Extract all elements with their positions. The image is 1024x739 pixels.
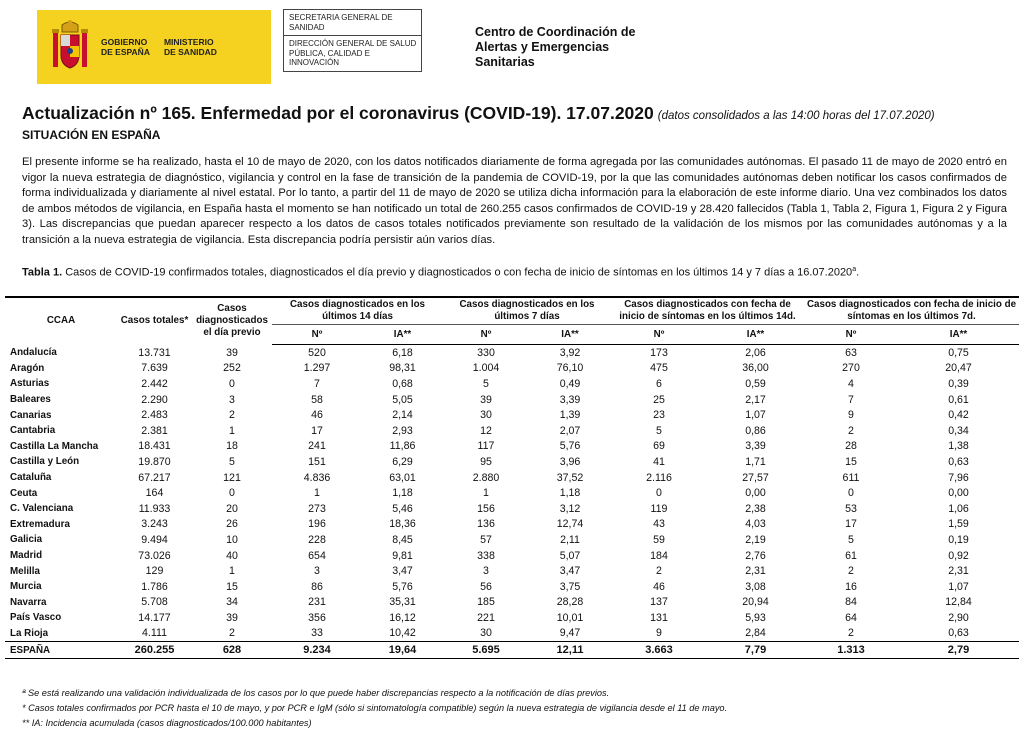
table-cell: 0,63 (948, 627, 969, 640)
table-cell: 2,11 (560, 533, 580, 546)
table-cell: 173 (650, 346, 668, 359)
table-cell: 30 (480, 409, 492, 422)
header-ia: IA** (707, 325, 804, 345)
table-row (5, 439, 1019, 455)
table-cell: 7,96 (948, 471, 969, 484)
header-ia: IA** (362, 325, 443, 345)
table-cell: 7 (314, 377, 320, 390)
table-cell-ccaa: Cantabria (10, 425, 56, 437)
table-cell: 5 (848, 533, 854, 546)
covid-cases-table (5, 296, 1019, 659)
table-cell: 5,46 (392, 502, 413, 515)
table-cell: 2 (229, 409, 235, 422)
table-cell: 2,38 (745, 502, 766, 515)
table-cell: 7 (848, 393, 854, 406)
table-cell: 119 (650, 502, 668, 515)
table-cell: 3,75 (559, 580, 581, 593)
table-cell: 1,71 (745, 455, 766, 468)
table-cell: 7.639 (141, 362, 168, 375)
table-cell: 0,19 (948, 533, 969, 546)
table-cell: 3,08 (745, 580, 766, 593)
table-cell: 59 (653, 533, 665, 546)
table-cell: 136 (477, 518, 495, 531)
table-cell: 2 (848, 424, 854, 437)
table-cell: 19,64 (362, 642, 443, 659)
table-cell: 37,52 (556, 471, 584, 484)
header-n: Nº (804, 325, 898, 345)
table-row (5, 595, 1019, 611)
table-cell: 0,68 (392, 377, 413, 390)
table-cell: 520 (308, 346, 326, 359)
table-cell: 2,79 (898, 642, 1019, 659)
table-cell-ccaa: Murcia (10, 581, 42, 593)
table-cell: 28,28 (556, 596, 584, 609)
table-cell: 2,90 (948, 611, 969, 624)
table-cell: 2,19 (745, 533, 766, 546)
table-caption: Tabla 1. Casos de COVID-19 confirmados totales, diagnosticados el día previo y diagnosticados o con fecha de inicio de síntomas en los últimos 14 y 7 días a 16.07.2020$^a$. (22, 266, 860, 279)
coat-of-arms-icon (47, 19, 93, 75)
table-cell: 11.933 (138, 502, 171, 515)
table-cell: 3,47 (559, 565, 581, 578)
note-incidencia: ** IA: Incidencia acumulada (casos diagnosticados/100.000 habitantes) (22, 718, 312, 728)
table-cell: 121 (223, 471, 241, 484)
table-cell: 2,76 (745, 549, 766, 562)
table-cell-ccaa: Baleares (10, 394, 51, 406)
header-group-diag7: Casos diagnosticados en los últimos 7 días (443, 297, 611, 325)
table-row (5, 579, 1019, 595)
table-row (5, 517, 1019, 533)
table-cell: 9,47 (559, 627, 581, 640)
table-cell: 3 (483, 565, 489, 578)
table-cell: 18 (226, 440, 238, 453)
table-cell-ccaa: Galicia (10, 534, 43, 546)
table-cell: 5 (229, 455, 235, 468)
table-cell: 231 (308, 596, 326, 609)
table-cell: 0 (848, 487, 854, 500)
table-cell: 3 (229, 393, 235, 406)
table-cell: 1,38 (948, 440, 969, 453)
table-cell: 2,17 (745, 393, 766, 406)
table-cell: 46 (311, 409, 323, 422)
table-cell: 2.442 (141, 377, 168, 390)
table-cell: 3,47 (392, 565, 413, 578)
organization-box (283, 9, 422, 72)
report-header (0, 0, 1024, 92)
table-cell: 23 (653, 409, 665, 422)
table-cell: 2.483 (141, 409, 168, 422)
table-cell: 1,07 (745, 409, 766, 422)
header-n: Nº (611, 325, 707, 345)
table-cell: 9 (656, 627, 662, 640)
table-cell-ccaa: Canarias (10, 409, 52, 421)
table-row (5, 548, 1019, 564)
direccion-label: DIRECCIÓN GENERAL DE SALUD PÚBLICA, CALIDAD E INNOVACIÓN (284, 35, 421, 71)
table-cell: 76,10 (556, 362, 584, 375)
table-cell: 53 (845, 502, 857, 515)
table-cell-ccaa: Navarra (10, 596, 47, 608)
table-row (5, 407, 1019, 423)
table-cell: 184 (650, 549, 668, 562)
table-cell: 2.290 (141, 393, 168, 406)
table-cell: 0,63 (948, 455, 969, 468)
table-cell: 2.116 (646, 471, 672, 484)
table-cell: 5.695 (443, 642, 529, 659)
table-cell: 3,12 (559, 502, 581, 515)
table-cell-ccaa: Madrid (10, 550, 43, 562)
table-cell: 5,76 (559, 440, 581, 453)
table-row (5, 345, 1019, 361)
table-notes (22, 686, 727, 731)
header-ccaa: CCAA (5, 297, 117, 345)
ministry-line-1: MINISTERIO (163, 37, 214, 47)
table-cell: 3,39 (559, 393, 581, 406)
table-cell: 2,07 (559, 424, 581, 437)
table-cell: 131 (650, 611, 668, 624)
table-cell: 156 (477, 502, 495, 515)
table-cell: 16,12 (389, 611, 416, 624)
table-cell: 8,45 (392, 533, 413, 546)
report-title-line (22, 103, 935, 124)
section-subtitle: SITUACIÓN EN ESPAÑA (22, 128, 161, 142)
table-cell: 16 (845, 580, 857, 593)
table-cell: 1.786 (141, 580, 168, 593)
ministry-line-2: DE SANIDAD (163, 47, 217, 57)
table-cell: 28 (845, 440, 857, 453)
table-cell: 228 (308, 533, 326, 546)
report-title: Actualización nº 165. Enfermedad por el coronavirus (COVID-19). 17.07.2020 (22, 103, 654, 123)
table-cell: 0,75 (948, 346, 969, 359)
table-cell: 34 (226, 596, 238, 609)
table-cell: 2,31 (745, 565, 766, 578)
table-cell: 46 (653, 580, 665, 593)
table-cell: 3,96 (559, 455, 581, 468)
table-cell: 0,34 (948, 424, 969, 437)
table-cell: 0,42 (948, 409, 969, 422)
table-cell: 270 (842, 362, 860, 375)
table-cell: 13.731 (138, 346, 171, 359)
table-row (5, 610, 1019, 626)
table-cell: 5,05 (392, 393, 413, 406)
table-cell: 137 (650, 596, 668, 609)
table-row (5, 563, 1019, 579)
government-line-2: DE ESPAÑA (101, 47, 150, 57)
header-group-diag14: Casos diagnosticados en los últimos 14 días (272, 297, 443, 325)
table-cell: 0,49 (559, 377, 581, 390)
table-cell: 330 (477, 346, 495, 359)
table-cell: 1 (229, 424, 235, 437)
table-cell-ccaa: Andalucía (10, 347, 57, 359)
table-cell: 57 (480, 533, 492, 546)
table-cell: 1,07 (948, 580, 969, 593)
table-cell: 17 (845, 518, 857, 531)
table-cell: 3,39 (745, 440, 766, 453)
table-cell: 185 (477, 596, 495, 609)
table-cell: 12,84 (945, 596, 972, 609)
table-cell: 252 (223, 362, 241, 375)
table-row (5, 470, 1019, 486)
table-cell-ccaa: ESPAÑA (5, 642, 117, 659)
table-cell: 4.111 (142, 627, 167, 640)
table-cell: 0,59 (745, 377, 766, 390)
table-cell: 7,79 (707, 642, 804, 659)
table-cell: 0 (229, 487, 235, 500)
table-cell: 9,81 (392, 549, 413, 562)
table-cell: 628 (192, 642, 272, 659)
table-cell: 3.243 (141, 518, 168, 531)
table-row (5, 392, 1019, 408)
table-cell: 2,14 (392, 409, 413, 422)
table-cell: 0 (656, 487, 662, 500)
table-cell: 98,31 (389, 362, 416, 375)
table-cell: 19.870 (138, 455, 171, 468)
table-cell: 3,92 (559, 346, 581, 359)
table-cell: 12 (480, 424, 492, 437)
table-cell: 35,31 (389, 596, 416, 609)
table-caption-text: Casos de COVID-19 confirmados totales, diagnosticados el día previo y diagnosticados o con fecha de inicio de síntomas en los últimos 14 y 7 días a 16.07.2020 (65, 266, 853, 279)
table-cell: 164 (145, 487, 164, 500)
table-cell: 3 (314, 565, 320, 578)
table-cell: 151 (308, 455, 326, 468)
table-cell: 1,59 (948, 518, 969, 531)
table-cell: 611 (842, 471, 860, 484)
header-n: Nº (272, 325, 362, 345)
table-cell: 18,36 (389, 518, 416, 531)
table-cell: 17 (311, 424, 323, 437)
table-cell: 73.026 (138, 549, 171, 562)
report-title-note: (datos consolidados a las 14:00 horas del 17.07.2020) (657, 110, 935, 122)
table-cell: 95 (480, 455, 492, 468)
table-cell: 3.663 (611, 642, 707, 659)
table-cell-ccaa: Ceuta (10, 487, 38, 499)
table-body (5, 345, 1019, 659)
table-cell: 15 (226, 580, 238, 593)
government-line-1: GOBIERNO (101, 37, 148, 47)
header-group-sint14: Casos diagnosticados con fecha de inicio de síntomas en los últimos 14d. (611, 297, 804, 325)
table-cell: 15 (845, 455, 857, 468)
table-cell: 1 (314, 487, 320, 500)
table-cell: 67.217 (138, 471, 171, 484)
table-cell: 273 (308, 502, 326, 515)
table-cell: 5,76 (392, 580, 413, 593)
table-cell: 1.004 (472, 362, 500, 375)
table-cell: 9.234 (272, 642, 362, 659)
table-cell: 69 (653, 440, 665, 453)
table-cell: 0,86 (745, 424, 766, 437)
header-group-sint7: Casos diagnosticados con fecha de inicio de síntomas en los últimos 7d. (804, 297, 1019, 325)
table-cell: 20 (226, 502, 238, 515)
table-cell: 0,00 (948, 487, 969, 500)
table-cell: 26 (226, 518, 238, 531)
table-cell: 14.177 (138, 611, 171, 624)
table-total-row (5, 642, 1019, 659)
table-cell: 6,29 (392, 455, 413, 468)
table-cell: 10,01 (556, 611, 584, 624)
table-cell: 356 (308, 611, 326, 624)
header-ia: IA** (529, 325, 611, 345)
table-cell-ccaa: Asturias (10, 378, 50, 390)
table-cell: 84 (845, 596, 857, 609)
table-row (5, 501, 1019, 517)
header-ia: IA** (898, 325, 1019, 345)
table-cell-ccaa: La Rioja (10, 627, 49, 639)
table-cell: 0,00 (745, 487, 766, 500)
table-cell: 1,39 (559, 409, 581, 422)
table-cell: 36,00 (742, 362, 769, 375)
table-cell: 4 (848, 377, 854, 390)
table-cell: 475 (650, 362, 668, 375)
table-cell: 56 (480, 580, 492, 593)
table-cell: 654 (308, 549, 326, 562)
table-cell: 1,06 (948, 502, 969, 515)
table-cell: 5,07 (559, 549, 581, 562)
table-cell: 1.313 (804, 642, 898, 659)
table-cell: 25 (653, 393, 665, 406)
table-cell-ccaa: Castilla La Mancha (10, 440, 99, 452)
table-row (5, 376, 1019, 392)
table-cell: 39 (480, 393, 492, 406)
table-cell: 0,39 (948, 377, 969, 390)
table-cell: 2 (848, 627, 854, 640)
table-cell: 4.836 (303, 471, 331, 484)
table-cell: 9.494 (141, 533, 168, 546)
header-n: Nº (443, 325, 529, 345)
table-cell: 20,94 (742, 596, 769, 609)
table-cell: 11,86 (389, 440, 416, 453)
table-cell: 2 (229, 627, 235, 640)
table-cell: 39 (226, 611, 238, 624)
table-cell: 9 (848, 409, 854, 422)
table-cell: 2.880 (472, 471, 500, 484)
table-cell-ccaa: C. Valenciana (10, 503, 74, 515)
table-cell: 2,06 (745, 346, 766, 359)
table-cell: 196 (308, 518, 326, 531)
table-cell: 5.708 (141, 596, 168, 609)
table-cell: 12,11 (529, 642, 611, 659)
government-logo (37, 10, 271, 84)
table-cell: 12,74 (556, 518, 584, 531)
table-cell: 0,61 (948, 393, 969, 406)
table-row (5, 626, 1019, 642)
table-cell-ccaa: Aragón (10, 362, 45, 374)
ministry-name (164, 37, 217, 57)
table-cell-ccaa: País Vasco (10, 612, 62, 624)
table-row (5, 454, 1019, 470)
table-cell: 2,84 (745, 627, 766, 640)
header-casos-totales: Casos totales* (117, 297, 192, 345)
table-cell: 30 (480, 627, 492, 640)
table-cell: 338 (477, 549, 495, 562)
table-cell: 63,01 (389, 471, 416, 484)
table-caption-sup: a (852, 266, 857, 273)
table-row (5, 361, 1019, 377)
table-cell: 241 (308, 440, 326, 453)
table-cell: 5 (656, 424, 662, 437)
table-cell-ccaa: Cataluña (10, 472, 52, 484)
table-cell-ccaa: Castilla y León (10, 456, 80, 468)
table-row (5, 532, 1019, 548)
table-cell: 1,18 (559, 487, 581, 500)
centro-coordinacion-label: Centro de Coordinación de Alertas y Emergencias Sanitarias (475, 25, 636, 69)
table-cell: 39 (226, 346, 238, 359)
table-cell: 0,92 (948, 549, 969, 562)
table-cell: 1 (229, 565, 235, 578)
table-cell-ccaa: Extremadura (10, 518, 70, 530)
table-cell: 1,18 (392, 487, 413, 500)
table-cell: 2,31 (948, 565, 969, 578)
table-cell: 260.255 (117, 642, 192, 659)
table-cell: 64 (845, 611, 857, 624)
table-cell: 2,93 (392, 424, 413, 437)
intro-paragraph: El presente informe se ha realizado, hasta el 10 de mayo de 2020, con los datos notificados diariamente de forma agregada por las comunidades autónomas. El pasado 11 de mayo de 2020 entró en vigor la nueva estrategia de diagnóstico, vigilancia y control en la fase de transición de la pandemia de COVID-19, por la que las comunidades autónomas deben notificar los casos confirmados de forma individualizada y diariamente al nivel estatal. Por lo tanto, a partir del 11 de mayo de 2020 se utiliza dicha información para la elaboración de este informe diario. Una vez combinados los datos de ambos métodos de vigilancia, en España hasta el momento se han notificado un total de 260.255 casos confirmados de COVID-19 y 28.420 fallecidos (Tabla 1, Tabla 2, Figura 1, Figura 2 y Figura 3). Las discrepancias que puedan aparecer respecto a los datos de casos totales notificados previamente son resultado de la validación de los mismos por las comunidades autónomas y a la transición a la nueva estrategia de vigilancia. Esta discrepancia podría persistir aún varios días. (22, 156, 1007, 246)
table-cell: 6 (656, 377, 662, 390)
table-cell: 5 (483, 377, 489, 390)
note-casos-totales: * Casos totales confirmados por PCR hasta el 10 de mayo, y por PCR e IgM (sólo si sintomatología compatible) según la nueva estrategia de vigilancia desde el 11 de mayo. (22, 703, 728, 713)
government-name (101, 37, 150, 57)
table-cell: 4,03 (745, 518, 766, 531)
table-cell: 6,18 (392, 346, 413, 359)
table-row (5, 485, 1019, 501)
table-cell: 27,57 (742, 471, 769, 484)
table-cell: 40 (226, 549, 238, 562)
table-cell: 86 (311, 580, 323, 593)
table-cell: 20,47 (945, 362, 972, 375)
table-cell: 10,42 (389, 627, 416, 640)
table-header-row (5, 297, 1019, 325)
table-label: Tabla 1. (22, 266, 63, 279)
table-cell: 117 (477, 440, 495, 453)
table-cell: 0 (229, 377, 235, 390)
table-cell: 2.381 (141, 424, 168, 437)
table-cell: 1 (483, 487, 489, 500)
table-cell: 41 (653, 455, 665, 468)
table-cell: 10 (226, 533, 238, 546)
table-cell: 63 (845, 346, 857, 359)
note-validation: ª Se está realizando una validación individualizada de los casos por lo que puede haber discrepancias respecto a la notificación de días previos. (22, 688, 610, 698)
table-cell: 33 (311, 627, 323, 640)
table-cell: 58 (311, 393, 323, 406)
table-cell: 221 (477, 611, 495, 624)
table-cell: 129 (145, 565, 164, 578)
table-cell: 5,93 (745, 611, 766, 624)
table-cell: 43 (653, 518, 665, 531)
table-cell: 2 (656, 565, 662, 578)
table-cell-ccaa: Melilla (10, 565, 40, 577)
table-cell: 1.297 (303, 362, 331, 375)
table-cell: 18.431 (138, 440, 171, 453)
table-row (5, 423, 1019, 439)
table-cell: 61 (845, 549, 857, 562)
secretaria-label: SECRETARIA GENERAL DE SANIDAD (289, 13, 393, 32)
table-cell: 2 (848, 565, 854, 578)
header-casos-dia-previo: Casos diagnosticados el día previo (192, 297, 272, 345)
